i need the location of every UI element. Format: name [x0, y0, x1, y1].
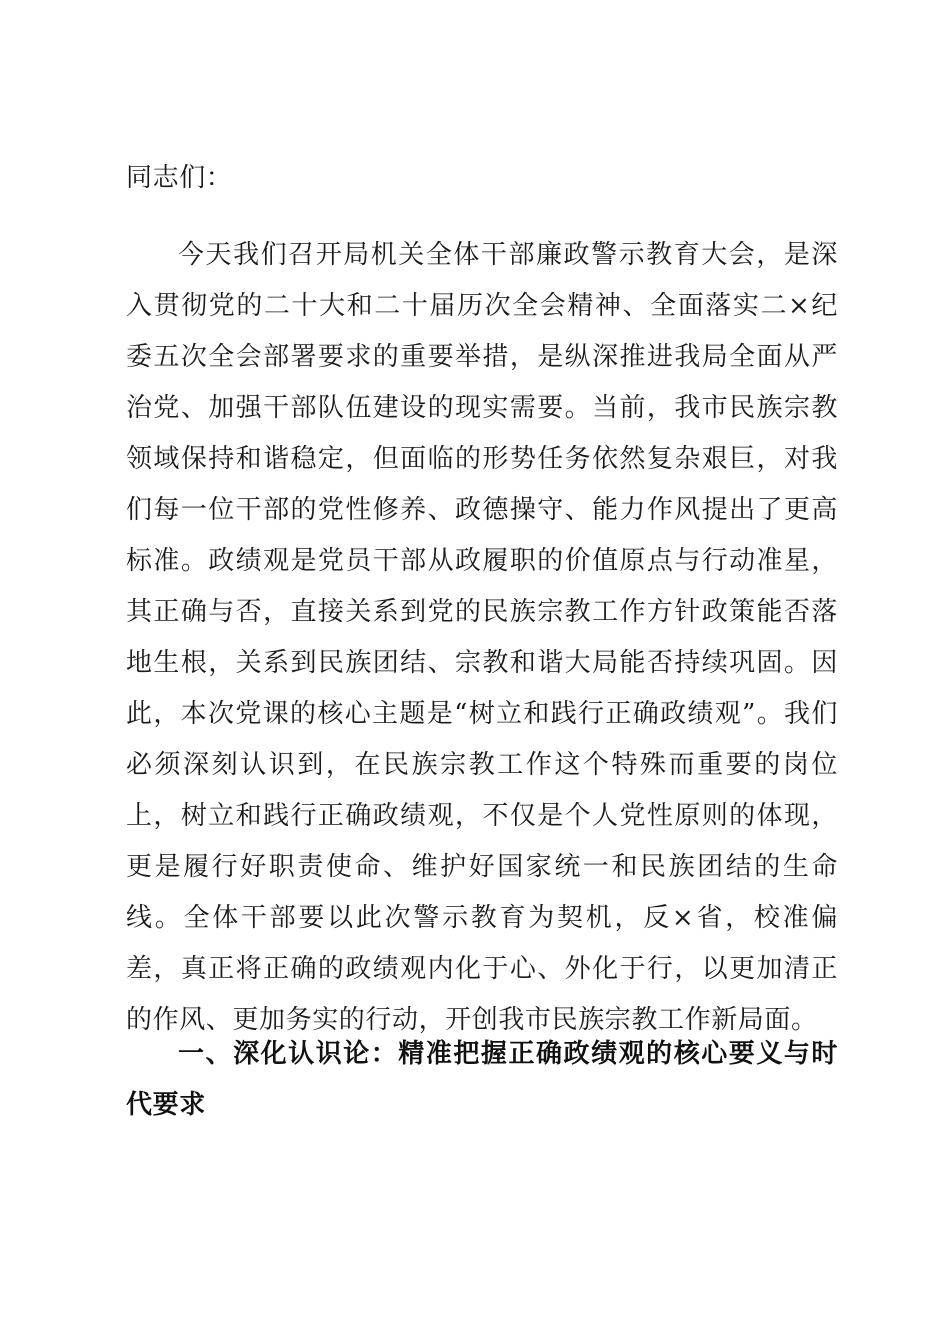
- section-heading: 一、深化认识论：精准把握正确政绩观的核心要义与时代要求: [126, 1039, 838, 1120]
- salutation: 同志们：: [126, 163, 233, 193]
- body-paragraph: 今天我们召开局机关全体干部廉政警示教育大会，是深入贯彻党的二十大和二十届历次全会精神、全面落实二×纪委五次全会部署要求的重要举措，是纵深推进我局全面从严治党、加强干部队伍建设的现实需要。当前，我市民族宗教领域保持和谐稳定，但面临的形势任务依然复杂艰巨，对我们每一位干部的党性修养、政德操守、能力作风提出了更高标准。政绩观是党员干部从政履职的价值原点与行动准星，其正确与否，直接关系到党的民族宗教工作方针政策能否落地生根，关系到民族团结、宗教和谐大局能否持续巩固。因此，本次党课的核心主题是“树立和践行正确政绩观”。我们必须深刻认识到，在民族宗教工作这个特殊而重要的岗位上，树立和践行正确政绩观，不仅是个人党性原则的体现，更是履行好职责使命、维护好国家统一和民族团结的生命线。全体干部要以此次警示教育为契机，反×省，校准偏差，真正将正确的政绩观内化于心、外化于行，以更加清正的作风、更加务实的行动，开创我市民族宗教工作新局面。: [126, 240, 838, 1035]
